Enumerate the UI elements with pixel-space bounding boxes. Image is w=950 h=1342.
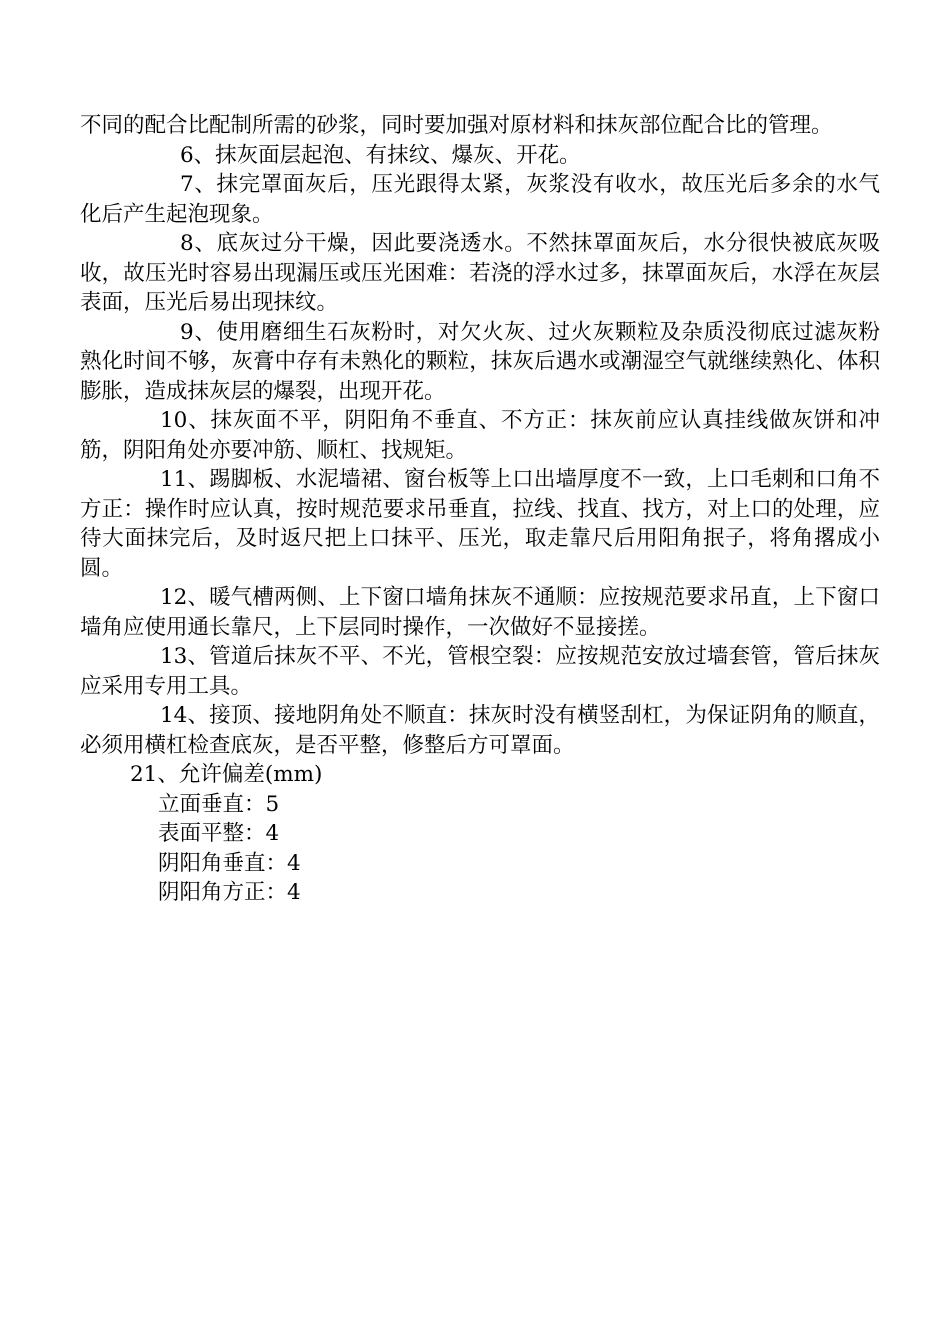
tolerance-section: [80, 760, 880, 908]
tolerance-item-corner-vertical: 阴阳角垂直：4: [158, 850, 301, 876]
tolerance-item-corner-square: 阴阳角方正：4: [158, 880, 301, 905]
paragraph-item-6: 6、抹灰面层起泡、有抹纹、爆灰、开花。: [180, 142, 581, 168]
tolerance-item-flatness: 表面平整：4: [158, 821, 280, 846]
paragraph-item-8: 8、底灰过分干燥，因此要浇透水。不然抹罩面灰后，水分很快被底灰吸收，故压光时容易出现漏压或压光困难：若浇的浮水过多，抹罩面灰后，水浮在灰层表面，压光后易出现抹纹。: [80, 231, 880, 315]
paragraph-item-11: 11、踢脚板、水泥墙裙、窗台板等上口出墙厚度不一致，上口毛刺和口角不方正：操作时应认真，按时规范要求吊垂直，拉线、找直、找方，对上口的处理，应待大面抹完后，及时返尺把上口抹平、压光，取走靠尺后用阳角抿子，将角撂成小圆。: [80, 467, 880, 581]
paragraph-item-12: 12、暖气槽两侧、上下窗口墙角抹灰不通顺：应按规范要求吊直，上下窗口墙角应使用通长靠尺，上下层同时操作，一次做好不显接搓。: [80, 585, 880, 640]
tolerance-item-vertical: 立面垂直：5: [158, 791, 280, 817]
paragraph-item-13: 13、管道后抹灰不平、不光，管根空裂：应按规范安放过墙套管，管后抹灰应采用专用工具。: [80, 644, 880, 699]
paragraph-item-14: 14、接顶、接地阴角处不顺直：抹灰时没有横竖刮杠，为保证阴角的顺直，必须用横杠检查底灰，是否平整，修整后方可罩面。: [80, 703, 880, 758]
tolerance-heading: 21、允许偏差(mm): [130, 762, 323, 787]
paragraph-item-9: 9、使用磨细生石灰粉时，对欠火灰、过火灰颗粒及杂质没彻底过滤灰粉熟化时间不够，灰膏中存有未熟化的颗粒，抹灰后遇水或潮湿空气就继续熟化、体积膨胀，造成抹灰层的爆裂，出现开花。: [80, 319, 880, 404]
paragraph-item-7: 7、抹完罩面灰后，压光跟得太紧，灰浆没有收水，故压光后多余的水气化后产生起泡现象。: [80, 172, 880, 227]
paragraph-item-10: 10、抹灰面不平，阴阳角不垂直、不方正：抹灰前应认真挂线做灰饼和冲筋，阴阳角处亦要冲筋、顺杠、找规矩。: [80, 408, 880, 463]
document-page: [80, 111, 880, 908]
paragraph-material-mix: 不同的配合比配制所需的砂浆，同时要加强对原材料和抹灰部位配合比的管理。: [80, 113, 833, 138]
